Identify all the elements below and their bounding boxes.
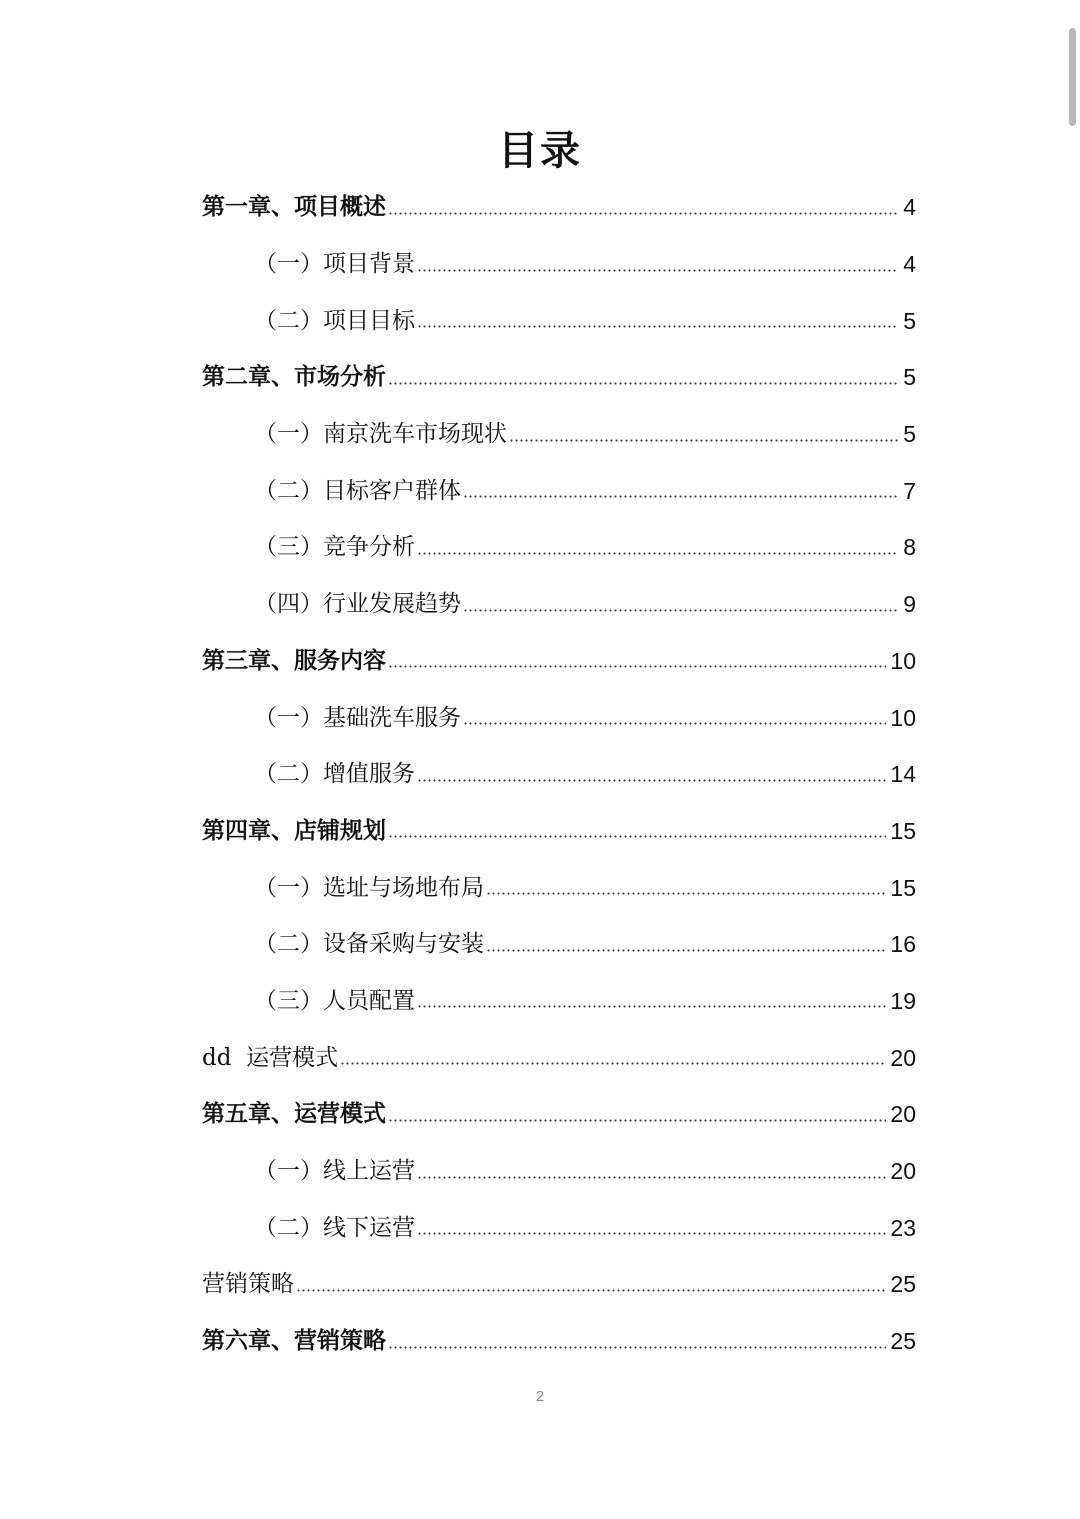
toc-entry-page: 23 [890, 1214, 916, 1241]
toc-entry-title: （一）选址与场地布局 [254, 874, 484, 901]
toc-dot-leader [388, 1346, 886, 1349]
toc-entry-page: 15 [890, 874, 916, 901]
table-of-contents [202, 179, 916, 1369]
toc-dot-leader [463, 722, 886, 725]
toc-entry-title: （二）线下运营 [254, 1214, 415, 1241]
toc-entry[interactable] [202, 1199, 916, 1256]
toc-entry-page: 5 [903, 421, 916, 448]
toc-entry-page: 5 [903, 364, 916, 391]
toc-entry-page: 15 [890, 817, 916, 844]
scrollbar-thumb[interactable] [1069, 28, 1076, 126]
page-number: 2 [535, 1388, 545, 1405]
toc-entry-title: （一）线上运营 [254, 1158, 415, 1185]
toc-entry[interactable] [202, 1256, 916, 1313]
toc-entry[interactable] [202, 916, 916, 973]
toc-dot-leader [417, 1005, 886, 1008]
toc-dot-leader [509, 439, 898, 442]
toc-dot-leader [463, 609, 898, 612]
toc-dot-leader [417, 269, 898, 272]
toc-dot-leader [417, 779, 886, 782]
toc-entry[interactable] [202, 746, 916, 803]
toc-entry-title: 第六章、营销策略 [202, 1328, 386, 1355]
toc-entry-page: 8 [903, 534, 916, 561]
toc-entry[interactable] [202, 462, 916, 519]
toc-dot-leader [388, 212, 898, 215]
toc-entry[interactable] [202, 689, 916, 746]
toc-entry[interactable] [202, 292, 916, 349]
page-title: 目录 [498, 128, 582, 174]
toc-entry[interactable] [202, 519, 916, 576]
toc-entry-page: 4 [903, 194, 916, 221]
toc-entry-title: 第五章、运营模式 [202, 1101, 386, 1128]
toc-entry-title: 第三章、服务内容 [202, 647, 386, 674]
toc-entry[interactable] [202, 973, 916, 1030]
toc-entry-page: 5 [903, 307, 916, 334]
toc-entry-title: dd 运营模式 [202, 1044, 339, 1071]
toc-entry[interactable] [202, 576, 916, 633]
toc-entry-title: 营销策略 [202, 1271, 294, 1298]
toc-entry[interactable] [202, 179, 916, 236]
toc-entry-title: （二）目标客户群体 [254, 477, 461, 504]
toc-entry[interactable] [202, 349, 916, 406]
toc-entry-title: （二）项目目标 [254, 307, 415, 334]
toc-entry[interactable] [202, 1086, 916, 1143]
toc-entry-page: 10 [890, 704, 916, 731]
toc-entry-page: 20 [890, 1044, 916, 1071]
toc-entry-title: 第四章、店铺规划 [202, 817, 386, 844]
toc-entry-page: 10 [890, 647, 916, 674]
toc-dot-leader [296, 1289, 886, 1292]
toc-dot-leader [340, 1062, 886, 1065]
toc-entry-page: 4 [903, 251, 916, 278]
toc-entry-page: 25 [890, 1271, 916, 1298]
toc-entry-page: 14 [890, 761, 916, 788]
toc-dot-leader [463, 495, 898, 498]
toc-dot-leader [417, 1232, 886, 1235]
toc-dot-leader [388, 382, 898, 385]
toc-entry[interactable] [202, 406, 916, 463]
toc-dot-leader [417, 1176, 886, 1179]
scrollbar-track[interactable] [1066, 0, 1080, 1519]
toc-dot-leader [417, 552, 898, 555]
toc-dot-leader [388, 835, 886, 838]
toc-entry-title: （一）南京洗车市场现状 [254, 421, 507, 448]
toc-entry-page: 19 [890, 987, 916, 1014]
toc-entry-page: 20 [890, 1158, 916, 1185]
toc-entry-page: 7 [903, 477, 916, 504]
toc-dot-leader [388, 665, 886, 668]
toc-entry[interactable] [202, 633, 916, 690]
toc-entry-title: （一）项目背景 [254, 251, 415, 278]
toc-entry-page: 25 [890, 1328, 916, 1355]
toc-dot-leader [417, 325, 898, 328]
toc-entry-title: （二）增值服务 [254, 761, 415, 788]
toc-dot-leader [486, 949, 886, 952]
toc-entry-page: 20 [890, 1101, 916, 1128]
toc-entry-title: 第一章、项目概述 [202, 194, 386, 221]
toc-dot-leader [486, 892, 886, 895]
toc-entry[interactable] [202, 1313, 916, 1370]
toc-entry[interactable] [202, 236, 916, 293]
toc-entry-title: （三）竞争分析 [254, 534, 415, 561]
toc-entry[interactable] [202, 1143, 916, 1200]
toc-entry-title: 第二章、市场分析 [202, 364, 386, 391]
toc-entry-title: （一）基础洗车服务 [254, 704, 461, 731]
toc-entry-page: 9 [903, 591, 916, 618]
toc-dot-leader [388, 1119, 886, 1122]
toc-entry-title: （四）行业发展趋势 [254, 591, 461, 618]
toc-entry-page: 16 [890, 931, 916, 958]
toc-entry[interactable] [202, 859, 916, 916]
toc-entry-title: （二）设备采购与安装 [254, 931, 484, 958]
toc-entry[interactable] [202, 1029, 916, 1086]
toc-entry[interactable] [202, 803, 916, 860]
toc-entry-title: （三）人员配置 [254, 987, 415, 1014]
